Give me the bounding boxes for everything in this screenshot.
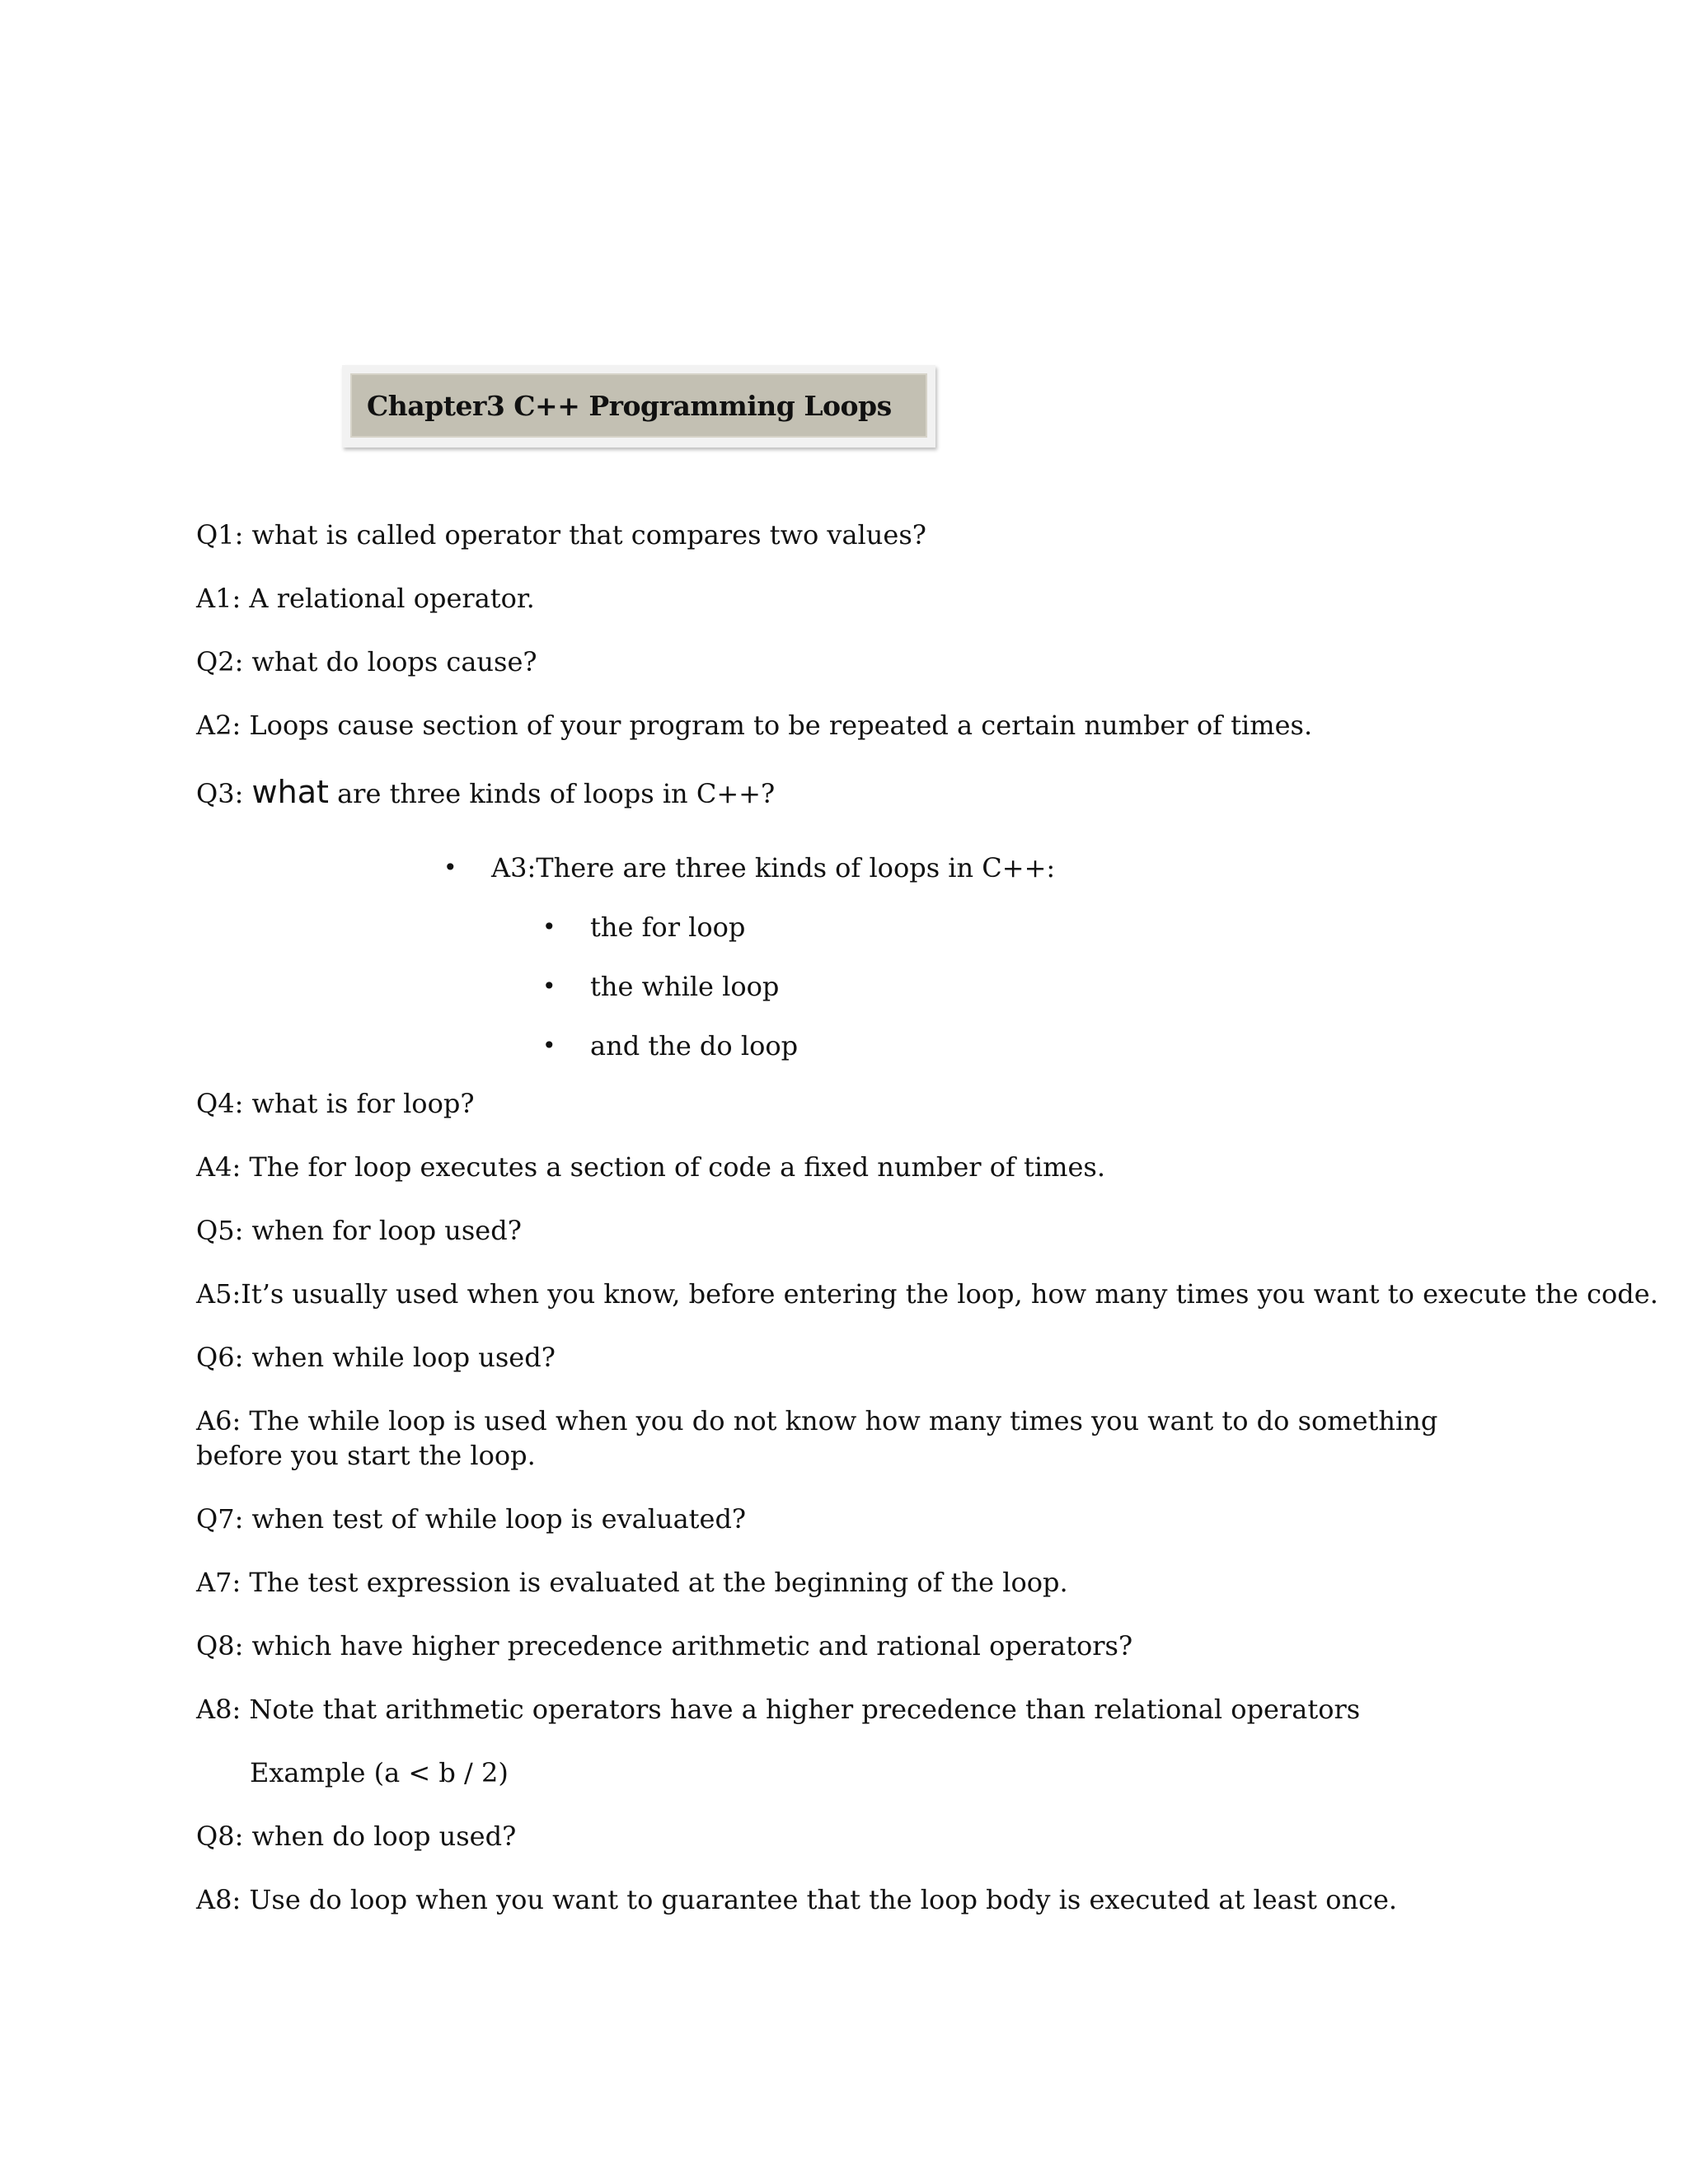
- question-4: Q4: what is for loop?: [196, 1088, 475, 1119]
- question-6: Q6: when while loop used?: [196, 1342, 556, 1373]
- answer-3-intro: A3:There are three kinds of loops in C++:: [491, 852, 1056, 883]
- example-expression: Example (a < b / 2): [250, 1757, 509, 1788]
- question-8a: Q8: which have higher precedence arithmetic and rational operators?: [196, 1630, 1133, 1661]
- chapter-title-box: [342, 365, 935, 448]
- chapter-title-inner: [350, 373, 927, 438]
- answer-8b: A8: Use do loop when you want to guarantee that the loop body is executed at least once.: [196, 1884, 1398, 1915]
- answer-7: A7: The test expression is evaluated at the beginning of the loop.: [196, 1567, 1068, 1598]
- bullet-icon: •: [542, 913, 556, 940]
- answer-8a: A8: Note that arithmetic operators have a higher precedence than relational operators: [196, 1694, 1361, 1725]
- answer-6: A6: The while loop is used when you do not know how many times you want to do something before you start the loop.: [196, 1405, 1438, 1471]
- question-3: [196, 775, 775, 811]
- question-5: Q5: when for loop used?: [196, 1215, 522, 1246]
- question-3-word: what: [251, 774, 329, 810]
- answer-1: A1: A relational operator.: [196, 583, 535, 614]
- loop-kind-while: the while loop: [590, 971, 780, 1002]
- question-7: Q7: when test of while loop is evaluated?: [196, 1503, 747, 1535]
- chapter-title: Chapter3 C++ Programming Loops: [367, 389, 892, 422]
- bullet-icon: •: [542, 1032, 556, 1059]
- bullet-icon: •: [443, 854, 457, 881]
- loop-kind-for: the for loop: [590, 912, 746, 943]
- answer-2: A2: Loops cause section of your program to be repeated a certain number of times.: [196, 710, 1313, 741]
- question-1: Q1: what is called operator that compares two values?: [196, 519, 926, 551]
- question-8b: Q8: when do loop used?: [196, 1821, 517, 1852]
- question-2: Q2: what do loops cause?: [196, 646, 537, 677]
- bullet-icon: •: [542, 972, 556, 1000]
- answer-5: A5:It’s usually used when you know, before entering the loop, how many times you want to execute the code.: [196, 1278, 1658, 1310]
- loop-kind-do: and the do loop: [590, 1030, 799, 1062]
- answer-4: A4: The for loop executes a section of code a fixed number of times.: [196, 1151, 1105, 1183]
- question-3-rest: are three kinds of loops in C++?: [337, 778, 776, 809]
- question-3-prefix: Q3:: [196, 778, 244, 809]
